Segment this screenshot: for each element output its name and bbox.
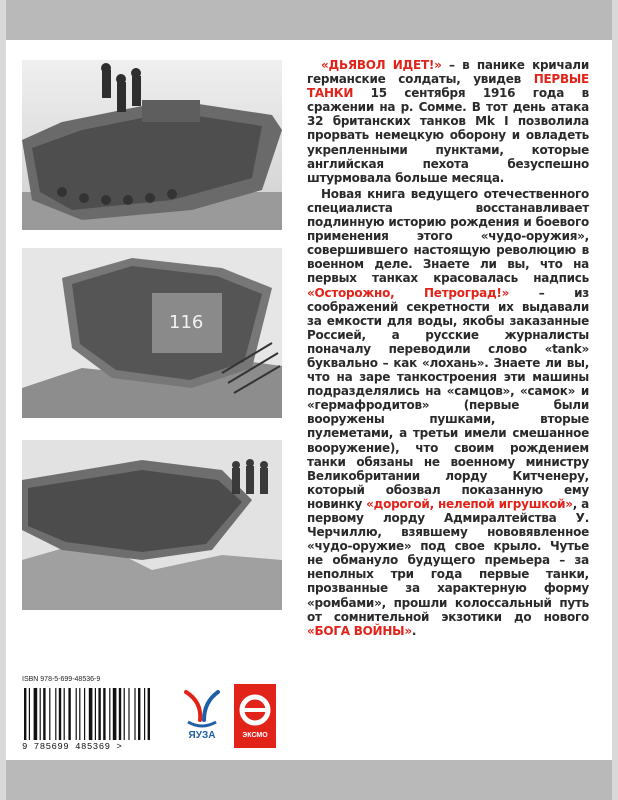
- highlight-god-of-war: «БОГА ВОЙНЫ»: [307, 623, 412, 638]
- barcode-bar: [103, 688, 105, 740]
- barcode-bar: [95, 688, 96, 740]
- highlight-devil-coming: «ДЬЯВОЛ ИДЕТ!»: [321, 58, 442, 72]
- blurb-paragraph-2: [307, 187, 589, 638]
- barcode-bar: [144, 688, 145, 740]
- blurb-text: 15 сентября 1916 года в сражении на р. Сомме. В тот день атака 32 британских танков Mk I позволила прорвать немецкую оборону и овладеть укрепленными пунктами, которые английская пехота безуспешно штурмовала больше месяца.: [307, 86, 589, 185]
- barcode-bar: [138, 688, 140, 740]
- barcode-bar: [84, 688, 85, 740]
- blurb-text: – в панике кричали германские солдаты, увидев: [307, 58, 589, 87]
- barcode-bar: [89, 688, 93, 740]
- barcode-bars: [22, 688, 170, 740]
- blurb-text: Новая книга ведущего отечественного специалиста восстанавливает подлинную историю рождения и боевого применения этого «чудо-оружия», совершившего настоящую революцию в военном деле. Знаете ли вы, что на первых танках красовалась надпись: [307, 186, 589, 286]
- barcode-bar: [113, 688, 117, 740]
- isbn-barcode: [22, 676, 170, 756]
- barcode-bar: [79, 688, 80, 740]
- barcode-bar: [49, 688, 50, 740]
- barcode-bar: [128, 688, 129, 740]
- yauza-logo-text: ЯУЗА: [188, 730, 216, 741]
- right-edge-strip: [612, 0, 618, 800]
- highlight-petrograd: «Осторожно, Петроград!»: [307, 285, 510, 300]
- barcode-bar: [59, 688, 61, 740]
- barcode-bar: [43, 688, 45, 740]
- top-gray-band: [0, 0, 618, 40]
- left-edge-strip: [0, 0, 6, 800]
- barcode-bar: [124, 688, 125, 740]
- barcode-bar: [64, 688, 65, 740]
- blurb-paragraph-1: [307, 58, 589, 185]
- barcode-bar: [76, 688, 77, 740]
- eksmo-logo-text: ЭКСМО: [242, 732, 268, 739]
- barcode-bar: [109, 688, 110, 740]
- barcode-bar: [24, 688, 26, 740]
- yauza-logo: [180, 686, 224, 744]
- barcode-bar: [55, 688, 56, 740]
- barcode-bar: [134, 688, 135, 740]
- barcode-bar: [68, 688, 70, 740]
- bottom-gray-band: [0, 760, 618, 800]
- barcode-bar: [98, 688, 100, 740]
- eksmo-logo: [234, 684, 276, 748]
- back-cover-blurb: [307, 58, 589, 638]
- barcode-bar: [29, 688, 30, 740]
- tank-photo-tank-in-trench: [22, 440, 282, 610]
- highlight-toy: «дорогой, нелепой игрушкой»: [366, 496, 573, 511]
- tank-photo-soldiers-on-tank: [22, 60, 282, 230]
- svg-text:116: 116: [169, 312, 204, 333]
- barcode-bar: [40, 688, 41, 740]
- blurb-text: , а первому лорду Адмиралтейства У. Черчиллю, взявшему нововявленное «чудо-оружие» под свое крыло. Чутье не обмануло будущего премьера – за неполных три года первые танки, прозванные за характерную форму «ромбами», прошли колоссальный путь от сомнительной экзотики до нового: [307, 496, 589, 624]
- barcode-bar: [34, 688, 38, 740]
- highlight-first-tanks: ПЕРВЫЕ ТАНКИ: [307, 72, 589, 101]
- blurb-text: – из соображений секретности их выдавали за емкости для воды, якобы заказанные Россией, а русские журналисты поначалу переводили слово «tank» буквально – как «лохань». Знаете ли вы, что на заре танкостроения эти машины подразделялись на «самцов», «самок» и «гермафродитов» (первые были вооружены пушками, вторые пулеметами, а третьи имели смешанное вооружение), что своим рождением танки обязаны не военному министру Великобритании лорду Китченеру, который обозвал показанную ему новинку: [307, 285, 589, 511]
- tank-photo-numbered-tank: [22, 248, 282, 418]
- barcode-bar: [119, 688, 121, 740]
- isbn-label: ISBN 978-5-699-48536-9: [22, 676, 101, 683]
- barcode-digits: 9 785699 485369 >: [22, 742, 123, 752]
- blurb-text: .: [411, 623, 417, 638]
- barcode-bar: [148, 688, 150, 740]
